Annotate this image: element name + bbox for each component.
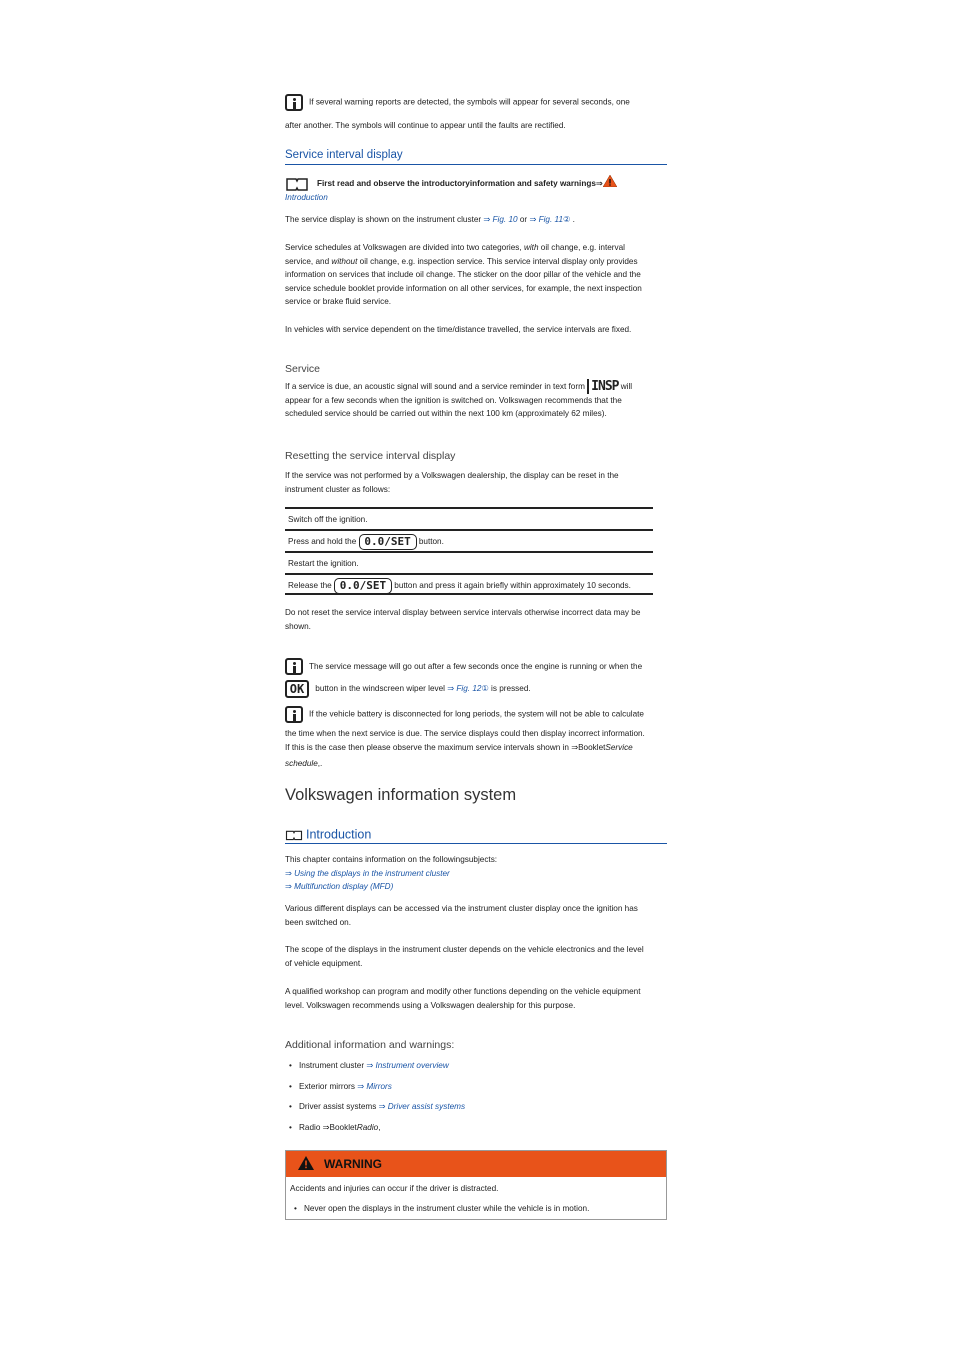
link-mfd[interactable]: ⇒ Multifunction display (MFD) — [285, 882, 394, 891]
warning-list-item: • Never open the displays in the instrument cluster while the vehicle is in motion. — [290, 1202, 666, 1215]
set-button-icon: 0.0/SET — [359, 534, 417, 550]
ok-button-icon: OK — [285, 680, 309, 698]
warning-triangle-icon — [298, 1156, 314, 1170]
set-button-icon: 0.0/SET — [334, 578, 392, 594]
book-icon — [285, 828, 303, 842]
info-icon — [285, 658, 303, 675]
warning-triangle-icon — [603, 175, 617, 187]
note-several-warnings: If several warning reports are detected, the symbols will appear for several seconds, one after another. The symbols will continue to appear until the faults are rectified. — [285, 94, 667, 133]
link-instrument-overview[interactable]: ⇒ Instrument overview — [366, 1061, 449, 1070]
book-icon — [285, 177, 309, 191]
warning-body: Accidents and injuries can occur if the driver is distracted. • Never open the displays in the instrument cluster while the vehicle is in motion. — [286, 1177, 666, 1215]
reset-steps-table — [285, 507, 653, 595]
inspection-icon: INSP — [587, 379, 618, 394]
paragraph-various-displays: Various different displays can be accessed via the instrument cluster display once the ignition has been switched on. — [285, 904, 638, 927]
step-release: Release the 0.0/SET button and press it again briefly within approximately 10 seconds. — [285, 573, 653, 595]
paragraph-scope: The scope of the displays in the instrument cluster depends on the vehicle electronics and the level of vehicle equipment. — [285, 945, 644, 968]
note-service-message: The service message will go out after a few seconds once the engine is running or when the OK button in the windscreen wiper level ⇒ Fig. 12① is pressed. — [285, 656, 667, 700]
step-restart: Restart the ignition. — [285, 551, 653, 573]
step-press-hold: Press and hold the 0.0/SET button. — [285, 529, 653, 551]
info-icon — [285, 94, 303, 111]
info-icon — [285, 706, 303, 723]
subheading-service: Service — [285, 363, 321, 375]
section-heading-introduction: Introduction — [285, 828, 667, 844]
list-item: • Instrument cluster ⇒ Instrument overview — [285, 1056, 667, 1077]
link-mirrors[interactable]: ⇒ Mirrors — [357, 1081, 392, 1091]
warning-header: WARNING — [286, 1151, 666, 1177]
link-using-displays[interactable]: ⇒ Using the displays in the instrument cluster — [285, 868, 450, 878]
paragraph-reset-intro: If the service was not performed by a Volkswagen dealership, the display can be reset in the instrument cluster as follows: — [285, 471, 619, 494]
section-heading-service-interval: Service interval display — [285, 149, 667, 165]
link-driver-assist[interactable]: ⇒ Driver assist systems — [378, 1102, 466, 1111]
fig12-link[interactable]: ⇒ Fig. 12① — [447, 684, 489, 693]
paragraph-do-not-reset: Do not reset the service interval display between service intervals otherwise incorrect data may be shown. — [285, 608, 641, 631]
introduction-link[interactable]: Introduction — [285, 192, 328, 202]
paragraph-service-due: If a service is due, an acoustic signal will sound and a service reminder in text form INSP will appear for a few seconds when the ignition is switched on. Volkswagen recommends that the scheduled service should be carried out within the next 100 km (approximately 62 miles). — [285, 379, 633, 418]
list-item: • Exterior mirrors ⇒ Mirrors — [285, 1077, 667, 1098]
note-battery-disconnected: If the vehicle battery is disconnected for long periods, the system will not be able to calculate the time when the next service is due. The service displays could then display incorrect information. If this is the case then please observe the maximum service intervals shown in ⇒BookletService schedule,. — [285, 706, 667, 771]
subheading-additional: Additional information and warnings: — [285, 1039, 455, 1051]
step-switch-off: Switch off the ignition. — [285, 507, 653, 529]
list-item: • Radio ⇒BookletRadio, — [285, 1118, 667, 1139]
fig11-link[interactable]: ⇒ Fig. 11② — [529, 215, 571, 224]
additional-list — [285, 1056, 667, 1138]
paragraph-chapter-contents: This chapter contains information on the followingsubjects: ⇒ Using the displays in the instrument cluster ⇒ Multifunction display (MFD) — [285, 855, 498, 891]
paragraph-service-display: The service display is shown on the instrument cluster ⇒ Fig. 10 or ⇒ Fig. 11② . — [285, 215, 575, 224]
intro-note: First read and observe the introductoryinformation and safety warnings⇒ Introduction — [285, 175, 667, 204]
paragraph-fixed-intervals: In vehicles with service dependent on the time/distance travelled, the service intervals are fixed. — [285, 325, 632, 334]
fig10-link[interactable]: ⇒ Fig. 10 — [483, 215, 518, 224]
paragraph-workshop: A qualified workshop can program and modify other functions depending on the vehicle equipment level. Volkswagen recommends using a Volkswagen dealership for this purpose. — [285, 987, 641, 1010]
chapter-title: Volkswagen information system — [285, 786, 517, 804]
list-item: • Driver assist systems ⇒ Driver assist systems — [285, 1097, 667, 1118]
paragraph-service-schedules: Service schedules at Volkswagen are divided into two categories, with oil change, e.g. interval service, and without oil change, e.g. inspection service. This service interval display only provides information on services that include oil change. The sticker on the door pillar of the vehicle and the service schedule booklet provide information on all other services, for example, the next inspection service or brake fluid service. — [285, 243, 642, 306]
warning-box — [285, 1150, 667, 1220]
subheading-reset: Resetting the service interval display — [285, 450, 456, 462]
